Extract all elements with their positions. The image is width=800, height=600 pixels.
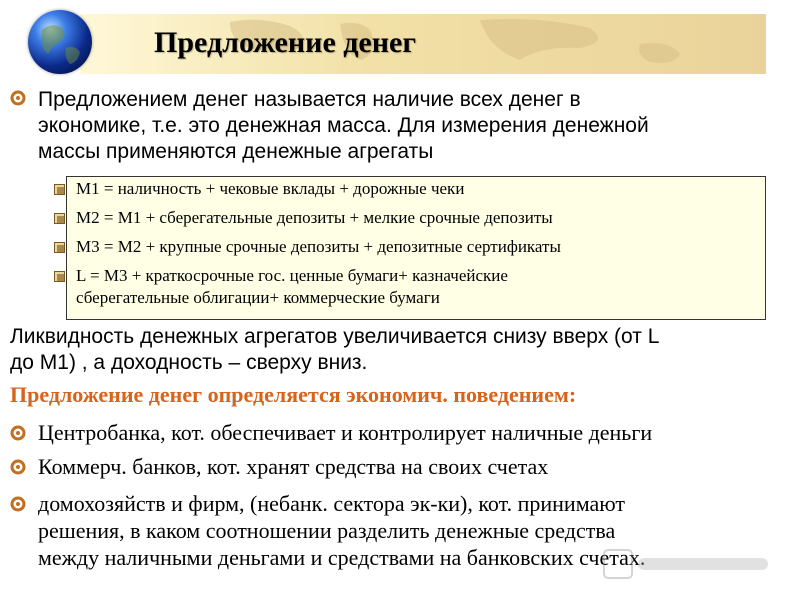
swirl-bullet-icon bbox=[10, 90, 26, 106]
square-bullet-icon bbox=[54, 271, 65, 282]
slide-title: Предложение денег bbox=[154, 26, 416, 59]
globe-icon bbox=[28, 10, 92, 74]
swirl-bullet-icon bbox=[10, 459, 26, 475]
aggregate-m3: М3 = М2 + крупные срочные депозиты + депозитные сертификаты bbox=[76, 237, 561, 256]
aggregate-m2: М2 = М1 + сберегательные депозиты + мелкие срочные депозиты bbox=[76, 208, 553, 227]
watermark-logo bbox=[602, 544, 772, 584]
square-bullet-icon bbox=[54, 213, 65, 224]
intro-line-2: экономике, т.е. это денежная масса. Для измерения денежной bbox=[38, 114, 649, 137]
agent-households-line-1: домохозяйств и фирм, (небанк. сектора эк-ки), кот. принимают bbox=[38, 491, 625, 516]
aggregate-m1: М1 = наличность + чековые вклады + дорожные чеки bbox=[76, 179, 465, 198]
liquidity-line-2: до М1) , а доходность – сверху вниз. bbox=[10, 351, 368, 374]
intro-line-1: Предложением денег называется наличие всех денег в bbox=[38, 88, 581, 111]
swirl-bullet-icon bbox=[10, 496, 26, 512]
square-bullet-icon bbox=[54, 184, 65, 195]
swirl-bullet-icon bbox=[10, 425, 26, 441]
aggregate-l-line-1: L = М3 + краткосрочные гос. ценные бумаги+ казначейские bbox=[76, 266, 508, 285]
agent-central-bank: Центробанка, кот. обеспечивает и контролирует наличные деньги bbox=[38, 420, 653, 445]
agent-commercial-banks: Коммерч. банков, кот. хранят средства на своих счетах bbox=[38, 454, 549, 479]
aggregate-l-line-2: сберегательные облигации+ коммерческие бумаги bbox=[76, 288, 440, 307]
agent-households-line-3: между наличными деньгами и средствами на банковских счетах. bbox=[38, 545, 646, 570]
agent-households-line-2: решения, в каком соотношении разделить денежные средства bbox=[38, 518, 616, 543]
liquidity-line-1: Ликвидность денежных агрегатов увеличивается снизу вверх (от L bbox=[10, 325, 660, 348]
intro-line-3: массы применяются денежные агрегаты bbox=[38, 140, 434, 163]
square-bullet-icon bbox=[54, 242, 65, 253]
determined-heading: Предложение денег определяется экономич. поведением: bbox=[10, 382, 577, 407]
